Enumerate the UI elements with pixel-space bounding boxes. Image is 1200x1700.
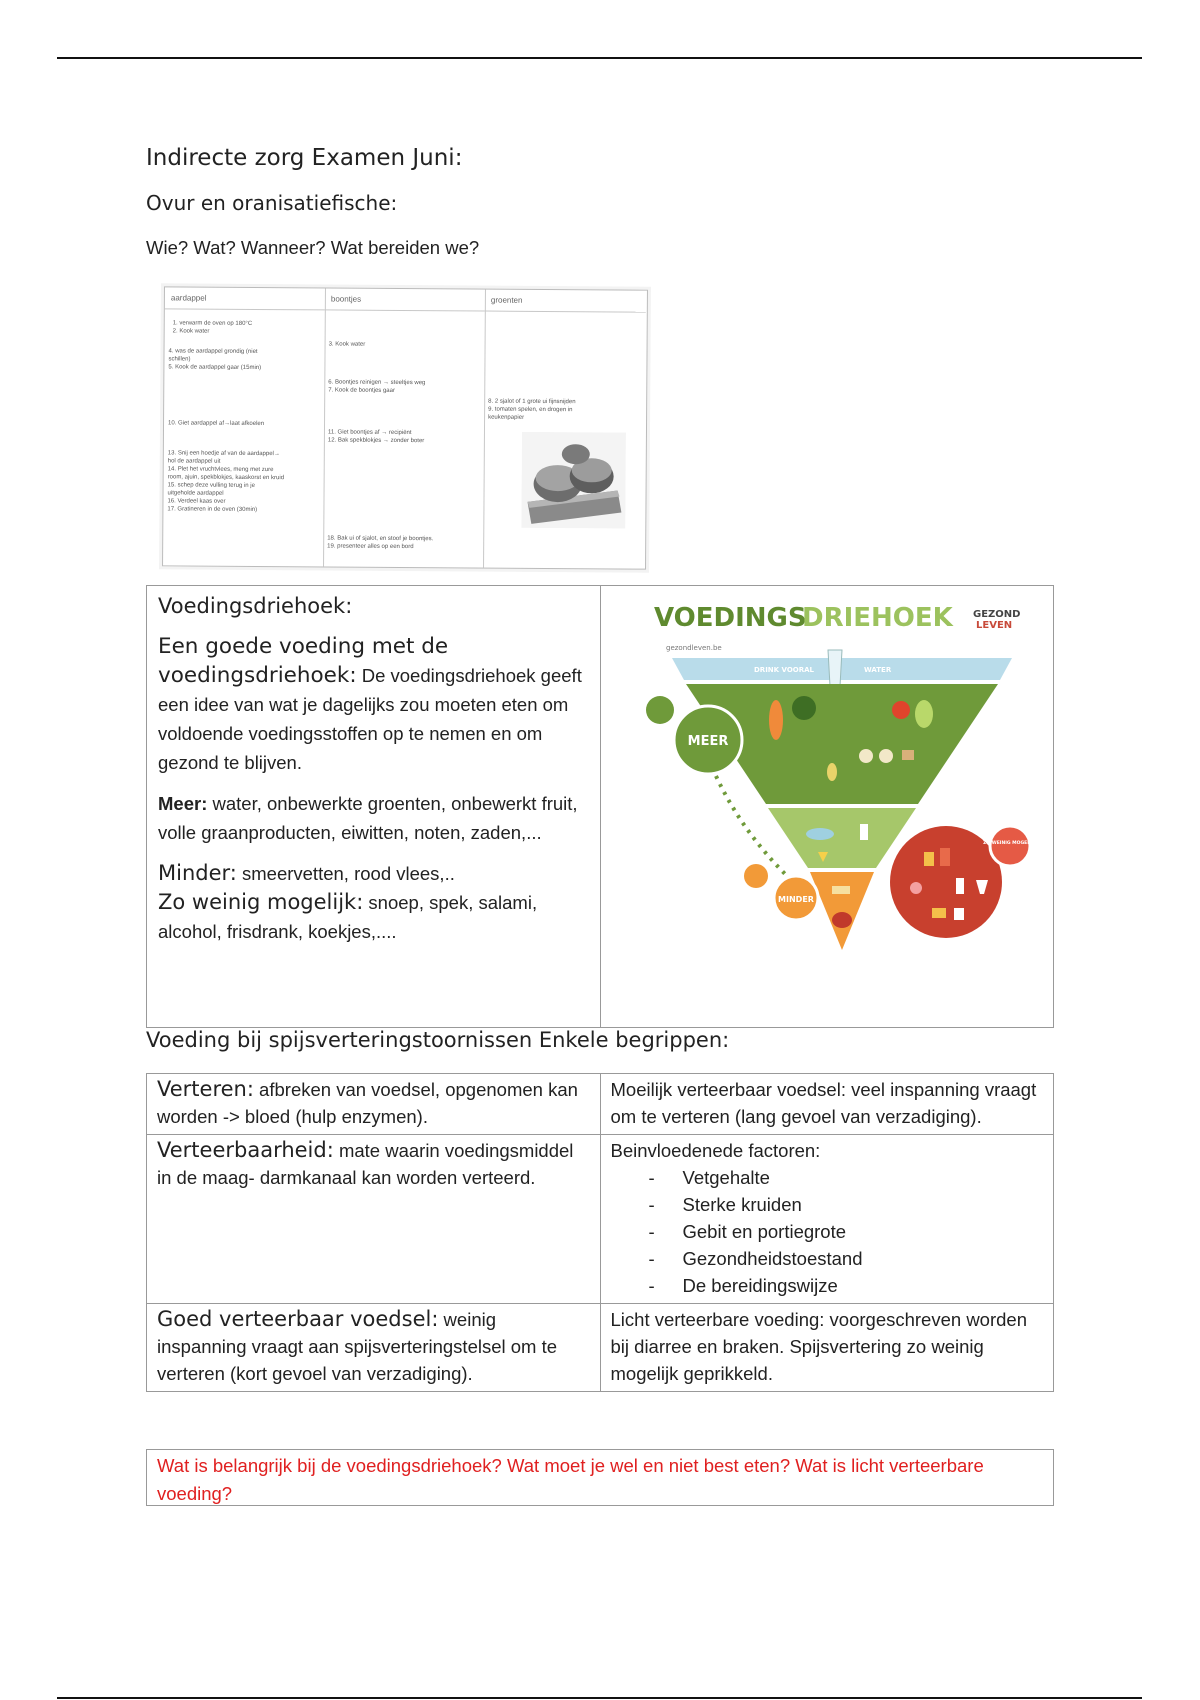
term-goed-verteerbaar: Goed verteerbaar voedsel: <box>157 1307 439 1331</box>
table-row <box>147 1074 1054 1135</box>
apple-icon <box>892 701 910 719</box>
meer-text: water, onbewerkte groenten, onbewerkt fruit, volle graanproducten, eiwitten, noten, zaden,... <box>158 793 578 843</box>
broccoli-icon <box>792 696 816 720</box>
fish-icon <box>806 828 834 840</box>
meat-icon <box>832 912 852 928</box>
water-band-label-left: DRINK VOORAL <box>754 666 814 674</box>
zo-weinig-badge-label: ZO WEINIG MOGELIJK <box>983 841 1037 846</box>
smiley-heart-icon <box>646 696 674 724</box>
term-verteerbaarheid: Verteerbaarheid: <box>157 1138 334 1162</box>
minder-text: smeervetten, rood vlees,.. <box>236 863 455 884</box>
list-item: - Vetgehalte <box>649 1164 1044 1191</box>
recipe-table-image <box>162 286 648 569</box>
table-row <box>147 1304 1054 1392</box>
minder-paragraph <box>158 859 588 888</box>
water-glass-icon <box>828 650 842 686</box>
recipe-column-groenten <box>483 290 646 569</box>
drink-icon <box>956 878 964 894</box>
recipe-column-boontjes <box>323 288 486 567</box>
voedingsdriehoek-title: Voedingsdriehoek: <box>158 594 353 618</box>
pear-icon <box>915 700 933 728</box>
zo-weinig-badge <box>990 826 1030 866</box>
definition-text: Licht verteerbare voeding: voorgeschreven worden bij diarree en braken. Spijsvertering zo weinig mogelijk geprikkeld. <box>610 1309 1027 1384</box>
definition-text: Moeilijk verteerbaar voedsel: veel inspanning vraagt om te verteren (lang gevoel van verzadiging). <box>610 1079 1037 1127</box>
bread-icon <box>902 750 914 760</box>
cake-icon <box>954 908 964 920</box>
zo-weinig-text: snoep, spek, salami, alcohol, frisdrank, koekjes,.... <box>158 892 538 942</box>
list-item: - De bereidingswijze <box>649 1272 1044 1299</box>
candy-icon <box>910 882 922 894</box>
definition-text: mate waarin voedingsmiddel in de maag- darmkanaal kan worden verteerd. <box>157 1140 574 1188</box>
list-item: - Sterke kruiden <box>649 1191 1044 1218</box>
page-subtitle: Ovur en oranisatiefische: <box>146 191 398 215</box>
factors-heading: Beinvloedenede factoren: <box>610 1140 821 1161</box>
egg-icon <box>859 749 873 763</box>
milk-icon <box>860 824 868 840</box>
definition-cell <box>147 1135 601 1304</box>
recipe-step: 18. Bak ui of sjalot, en stoof je boontjes. 19. presenteer alles op een bord <box>327 535 434 551</box>
carrot-icon <box>769 700 783 740</box>
definition-cell <box>600 1135 1054 1304</box>
meer-label: Meer: <box>158 793 208 814</box>
water-band <box>672 658 1012 680</box>
voedingsdriehoek-subtitle: Een goede voeding met de voedingsdriehoek: <box>158 634 449 688</box>
factors-list <box>611 1164 1044 1299</box>
list-item: - Gezondheidstoestand <box>649 1245 1044 1272</box>
gezond-leven-brand: GEZOND <box>973 609 1021 620</box>
recipe-step: 4. was de aardappel grondig (niet schillen) 5. Kook de aardappel gaar (15min) <box>168 348 262 371</box>
definition-text: afbreken van voedsel, opgenomen kan worden -> bloed (hulp enzymen). <box>157 1079 578 1127</box>
question-box: Wat is belangrijk bij de voedingsdriehoek? Wat moet je wel en niet best eten? Wat is licht verteerbare voeding? <box>146 1449 1054 1506</box>
list-item: - Gebit en portiegrote <box>649 1218 1044 1245</box>
stuffed-potato-photo <box>521 432 626 529</box>
butter-icon <box>832 886 850 894</box>
water-band-label-right: WATER <box>864 666 892 674</box>
gezond-leven-brand-line2: LEVEN <box>976 620 1013 631</box>
pyramid-minder-section <box>810 872 874 950</box>
fries-icon <box>932 908 946 918</box>
definition-cell <box>147 1074 601 1135</box>
minder-label: Minder: <box>158 861 237 885</box>
voedingsdriehoek-infographic <box>606 590 1050 1022</box>
soda-icon <box>940 848 950 866</box>
term-verteren: Verteren: <box>157 1077 254 1101</box>
snack-icon <box>924 852 934 866</box>
voedingsdriehoek-intro <box>158 632 588 777</box>
section-heading-spijsvertering: Voeding bij spijsverteringstoornissen Enkele begrippen: <box>146 1028 730 1052</box>
table-divider <box>600 586 601 1027</box>
minder-badge-label: MINDER <box>778 895 814 904</box>
meer-badge-label: MEER <box>687 734 729 749</box>
meer-paragraph <box>158 789 588 847</box>
recipe-column-aardappel <box>163 287 326 566</box>
oil-bottle-icon <box>827 763 837 781</box>
definition-cell <box>600 1074 1054 1135</box>
intro-text: De voedingsdriehoek geeft een idee van wat je dagelijks zou moeten eten om voldoende voedingsstoffen op te nemen en om gezond te blijven. <box>158 665 582 773</box>
infographic-title-part2: DRIEHOEK <box>802 603 953 633</box>
recipe-step: 6. Boontjes reinigen → steeltjes weg 7. Kook de boontjes gaar <box>328 379 426 394</box>
definition-cell <box>147 1304 601 1392</box>
table-row <box>147 1135 1054 1304</box>
definitions-table <box>146 1073 1054 1392</box>
recipe-step: 11. Giet boontjes af → recipiënt 12. Bak spekblokjes → zonder boter <box>327 429 425 445</box>
recipe-step: 8. 2 sjalot of 1 grote ui fijnsnijden 9. tomaten spelen, en drogen in keukenpapier <box>488 398 576 421</box>
recipe-column-header: aardappel <box>165 287 325 310</box>
voedingsdriehoek-table <box>146 585 1054 1028</box>
website-label: gezondleven.be <box>666 644 722 652</box>
recipe-column-header: boontjes <box>325 288 485 311</box>
bowl-icon <box>879 749 893 763</box>
recipe-step: 1. verwarm de oven op 180°C 2. Kook water <box>172 320 253 335</box>
page-title: Indirecte zorg Examen Juni: <box>146 145 463 171</box>
recipe-step: 3. Kook water <box>328 341 366 348</box>
neutral-heart-icon <box>744 864 768 888</box>
bottom-rule <box>57 1697 1142 1699</box>
voedingsdriehoek-text-cell <box>158 594 588 946</box>
definition-text: weinig inspanning vraagt aan spijsverteringstelsel om te verteren (kort gevoel van verzadiging). <box>157 1309 558 1384</box>
recipe-step: 10. Giet aardappel af→laat afkoelen <box>168 420 265 428</box>
zo-weinig-paragraph <box>158 888 588 946</box>
infographic-title-part1: VOEDINGS <box>654 603 807 633</box>
recipe-column-header: groenten <box>485 290 646 313</box>
recipe-step: 13. Snij een hoedje af van de aardappel→ hol de aardappel uit 14. Plet het vruchtvlees, meng met zure room, ajuin, spekblokjes, kaaskorst en kruid 15. schep deze vulling terug in je uitgeholde aardappel 16. Verdeel kaas over 17. Gratineren in de oven (30min) <box>167 450 285 513</box>
zo-weinig-label: Zo weinig mogelijk: <box>158 890 364 914</box>
definition-cell <box>600 1304 1054 1392</box>
page-questions: Wie? Wat? Wanneer? Wat bereiden we? <box>146 237 480 258</box>
top-rule <box>57 57 1142 59</box>
pyramid-middle-section <box>768 808 916 868</box>
